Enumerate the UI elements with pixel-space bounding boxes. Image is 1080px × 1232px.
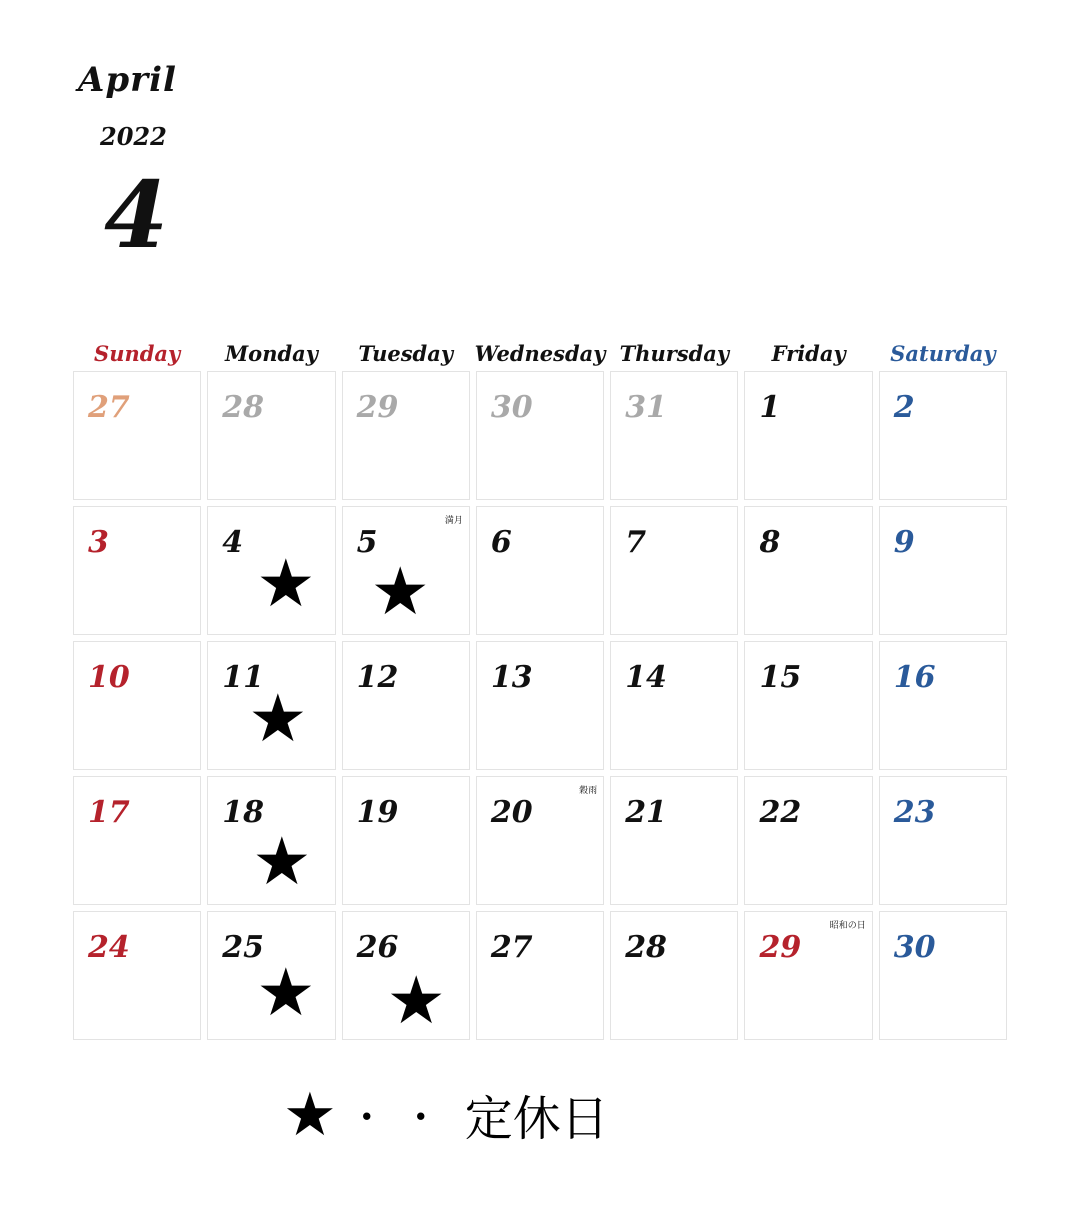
- calendar-day-cell: [476, 371, 604, 500]
- star-icon: ★: [283, 1079, 337, 1150]
- calendar-day-cell: [476, 506, 604, 635]
- day-number: 13: [490, 660, 533, 695]
- calendar-day-cell: [207, 371, 335, 500]
- calendar-day-cell: [342, 776, 470, 905]
- calendar-day-cell: [207, 776, 335, 905]
- day-number: 8: [759, 525, 781, 560]
- weekday-wednesday: Wednesday: [474, 341, 606, 366]
- closed-star-icon: ★: [256, 954, 316, 1031]
- day-number: 25: [222, 930, 265, 965]
- calendar-day-cell: [207, 506, 335, 635]
- calendar-day-cell: [342, 371, 470, 500]
- day-note: 穀雨: [579, 786, 598, 796]
- day-number: 4: [222, 525, 244, 560]
- day-number: 5: [356, 525, 378, 560]
- calendar-day-cell: [879, 911, 1007, 1040]
- day-number: 9: [893, 525, 915, 560]
- calendar-day-cell: [744, 641, 872, 770]
- day-number: 26: [356, 930, 399, 965]
- month-number: 4: [104, 161, 169, 269]
- day-number: 30: [893, 930, 936, 965]
- day-number: 29: [356, 390, 399, 425]
- calendar-day-cell: [744, 911, 872, 1040]
- day-number: 6: [490, 525, 512, 560]
- day-number: 10: [88, 660, 130, 695]
- calendar-day-cell: [73, 641, 201, 770]
- calendar-day-cell: [73, 506, 201, 635]
- day-number: 2: [893, 390, 915, 425]
- weekday-sunday: Sunday: [94, 341, 181, 366]
- calendar-day-cell: [610, 776, 738, 905]
- calendar-day-cell: [744, 776, 872, 905]
- calendar-day-cell: [476, 911, 604, 1040]
- day-number: 7: [625, 525, 647, 560]
- closed-star-icon: ★: [248, 680, 308, 757]
- day-number: 22: [759, 795, 802, 830]
- closed-star-icon: ★: [386, 962, 446, 1039]
- day-number: 19: [356, 795, 399, 830]
- closed-star-icon: ★: [252, 823, 312, 900]
- calendar-day-cell: [879, 776, 1007, 905]
- calendar-header: [78, 60, 218, 269]
- day-number: 15: [759, 660, 802, 695]
- weekday-friday: Friday: [771, 341, 846, 366]
- legend-label: 定休日: [464, 1091, 609, 1147]
- day-number: 16: [893, 660, 936, 695]
- calendar-day-cell: [610, 911, 738, 1040]
- day-note: 満月: [444, 516, 463, 526]
- day-number: 28: [222, 390, 265, 425]
- calendar-day-cell: [73, 776, 201, 905]
- month-name: April: [78, 60, 177, 100]
- day-number: 23: [893, 795, 936, 830]
- calendar-day-cell: [744, 371, 872, 500]
- calendar-day-cell: [476, 641, 604, 770]
- weekday-header-row: [70, 336, 1010, 372]
- calendar-day-cell: [73, 371, 201, 500]
- day-number: 17: [88, 795, 130, 830]
- calendar-day-cell: [342, 911, 470, 1040]
- weekday-tuesday: Tuesday: [358, 341, 454, 366]
- day-number: 29: [759, 930, 802, 965]
- weekday-monday: Monday: [224, 341, 318, 366]
- closed-star-icon: ★: [256, 545, 316, 622]
- legend-dots: ・・: [346, 1095, 455, 1141]
- weekday-saturday: Saturday: [890, 341, 996, 366]
- calendar-day-cell: [610, 641, 738, 770]
- day-number: 27: [88, 390, 130, 425]
- calendar-day-cell: [879, 371, 1007, 500]
- calendar-day-cell: [744, 506, 872, 635]
- day-number: 21: [625, 795, 667, 830]
- calendar-day-cell: [207, 911, 335, 1040]
- calendar-day-cell: [342, 506, 470, 635]
- day-number: 18: [222, 795, 265, 830]
- calendar-day-cell: [610, 371, 738, 500]
- day-number: 3: [88, 525, 109, 560]
- day-number: 1: [759, 390, 781, 425]
- calendar-day-cell: [207, 641, 335, 770]
- day-number: 30: [490, 390, 533, 425]
- day-number: 24: [88, 930, 130, 965]
- day-number: 31: [625, 390, 667, 425]
- calendar-day-cell: [342, 641, 470, 770]
- weekday-thursday: Thursday: [619, 341, 730, 366]
- calendar-day-cell: [879, 641, 1007, 770]
- calendar-grid: [70, 368, 1010, 1043]
- calendar-day-cell: [73, 911, 201, 1040]
- closed-day-legend: [283, 1080, 609, 1149]
- calendar-day-cell: [879, 506, 1007, 635]
- year-label: 2022: [100, 122, 167, 151]
- day-note: 昭和の日: [829, 921, 866, 931]
- calendar-day-cell: [476, 776, 604, 905]
- day-number: 11: [222, 660, 265, 695]
- calendar-day-cell: [610, 506, 738, 635]
- day-number: 28: [625, 930, 667, 965]
- day-number: 14: [625, 660, 667, 695]
- day-number: 20: [490, 795, 533, 830]
- day-number: 27: [490, 930, 533, 965]
- day-number: 12: [356, 660, 399, 695]
- closed-star-icon: ★: [370, 553, 430, 630]
